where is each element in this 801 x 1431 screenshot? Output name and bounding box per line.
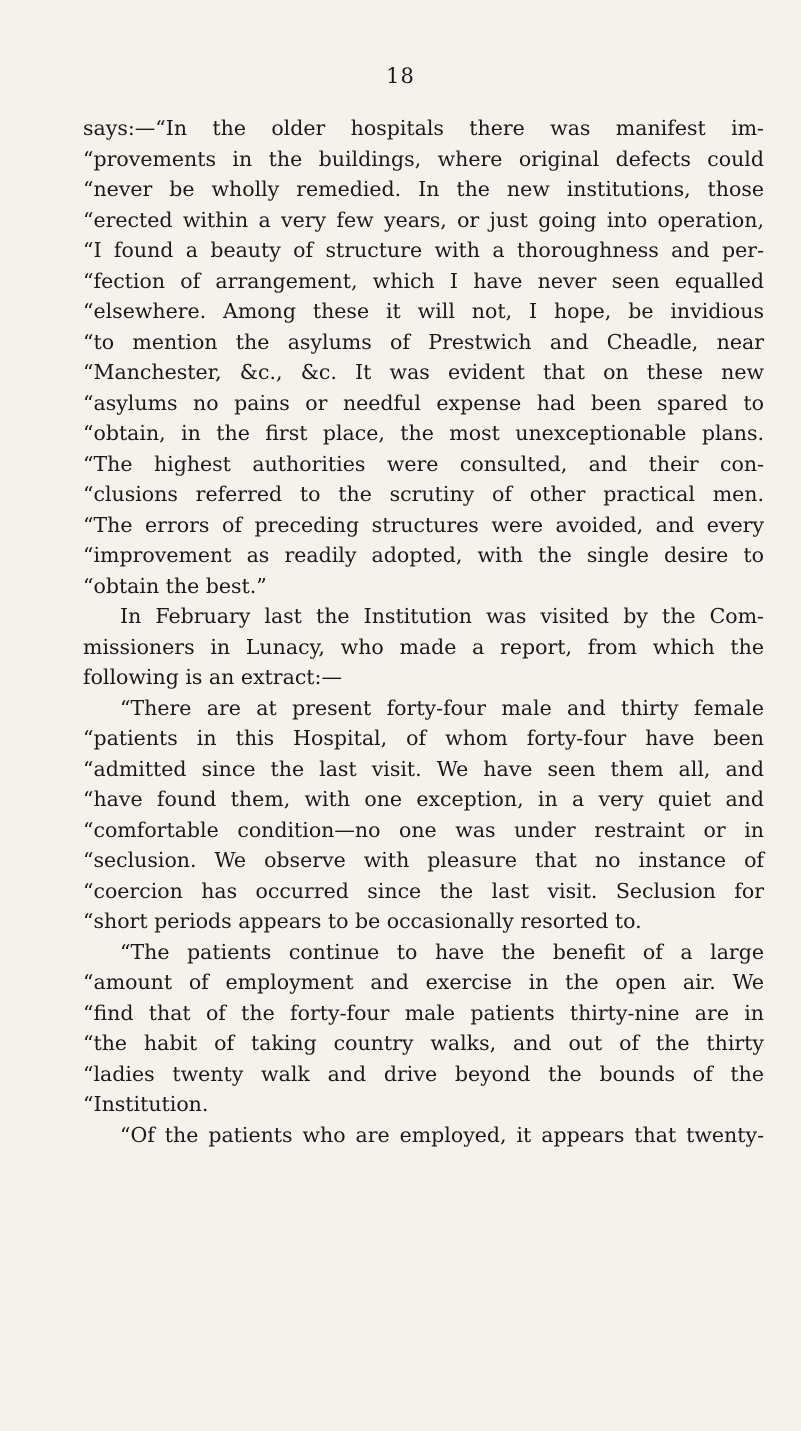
- text-line: In February last the Institution was visited by the Com-: [120, 604, 764, 628]
- text-line: “patients in this Hospital, of whom forty-four have been: [83, 726, 764, 750]
- text-line: “to mention the asylums of Prestwich and Cheadle, near: [83, 329, 764, 354]
- text-line: “The patients continue to have the benefit of a large: [120, 939, 764, 964]
- text-line: “admitted since the last visit. We have seen them all, and: [83, 756, 764, 781]
- text-line: following is an extract:—: [83, 665, 342, 689]
- text-line: says:—“In the older hospitals there was manifest im-: [83, 116, 764, 140]
- text-line: “elsewhere. Among these it will not, I hope, be invidious: [83, 299, 764, 323]
- text-line: “coercion has occurred since the last visit. Seclusion for: [83, 878, 764, 903]
- text-line: “improvement as readily adopted, with the single desire to: [83, 543, 764, 567]
- text-line: “The highest authorities were consulted, and their con-: [83, 451, 764, 476]
- text-line: “comfortable condition—no one was under restraint or in: [83, 817, 764, 842]
- text-line: “The errors of preceding structures were avoided, and every: [83, 512, 764, 537]
- text-line: “erected within a very few years, or just going into operation,: [83, 207, 764, 232]
- body-text: [83, 113, 764, 1150]
- text-line: “There are at present forty-four male and thirty female: [120, 695, 764, 720]
- text-line: “provements in the buildings, where original defects could: [83, 146, 764, 171]
- text-line: “amount of employment and exercise in the open air. We: [83, 970, 764, 994]
- page-number: 18: [386, 64, 415, 88]
- text-line: “never be wholly remedied. In the new institutions, those: [83, 177, 764, 201]
- text-line: “have found them, with one exception, in a very quiet and: [83, 787, 764, 811]
- text-line: “seclusion. We observe with pleasure that no instance of: [83, 848, 764, 872]
- text-line: “ladies twenty walk and drive beyond the bounds of the: [83, 1061, 764, 1086]
- text-line: “fection of arrangement, which I have never seen equalled: [83, 268, 764, 293]
- text-line: “find that of the forty-four male patients thirty-nine are in: [83, 1000, 764, 1025]
- text-line: missioners in Lunacy, who made a report, from which the: [83, 634, 764, 659]
- text-line: “I found a beauty of structure with a thoroughness and per-: [83, 238, 764, 262]
- text-line: “obtain, in the first place, the most unexceptionable plans.: [83, 421, 764, 445]
- text-line: “obtain the best.”: [83, 573, 267, 598]
- text-line: “Institution.: [83, 1092, 209, 1116]
- text-line: “asylums no pains or needful expense had been spared to: [83, 390, 764, 415]
- text-line: “clusions referred to the scrutiny of other practical men.: [83, 482, 764, 506]
- text-line: “Of the patients who are employed, it appears that twenty-: [120, 1122, 764, 1147]
- text-line: “the habit of taking country walks, and out of the thirty: [83, 1031, 764, 1055]
- text-line: “short periods appears to be occasionally resorted to.: [83, 909, 642, 933]
- text-line: “Manchester, &c., &c. It was evident that on these new: [83, 360, 764, 384]
